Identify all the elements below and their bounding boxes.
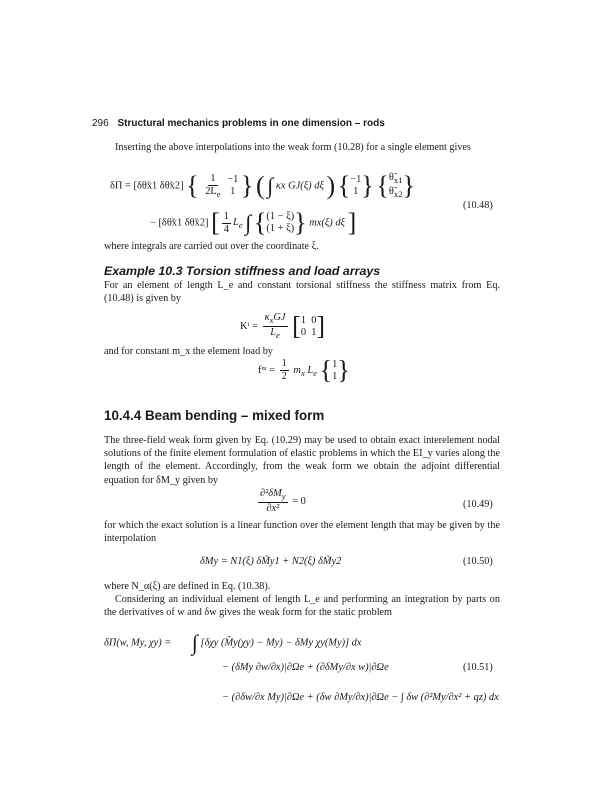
eq51-lhs: δΠ(w, My, χy) = <box>104 637 172 649</box>
equation-number-10-51: (10.51) <box>463 662 493 673</box>
equation-10-49: $\frac{\partial^2\delta M_y}{\text{∂x²}}$ = 0 <box>260 488 306 515</box>
paragraph-3: For an element of length L_e and constant torsional stiffness the stiffness matrix from Eq. (10.48) is given by <box>104 280 500 305</box>
equation-10-48-line-2: − [δθ̃x1 δθ̃x2] [ $\frac{1}{4}$ $L_e$ ∫ { (1 − ξ) (1 + ξ) } mx(ξ) dξ ] <box>150 208 357 237</box>
equation-10-48-line-1: δΠ = [δθ̃x1 δθ̃x2] { $\frac{1}{2L_e}$ −1 1 } ( ∫ κx GJ(ξ) dξ ) { −1 1 } { $\thetã_{x1}$ $\thetã_{x2}$ } <box>110 171 415 201</box>
paragraph-7: where N_α(ξ) are defined in Eq. (10.38). <box>104 581 271 592</box>
eq48-lhs: δΠ <box>110 180 123 192</box>
paragraph-6: for which the exact solution is a linear function over the element length that may be given by the interpolation <box>104 520 500 545</box>
stiffness-matrix-equation: Kᵗ = $\frac{\kappa_xGJ}{L_e}$ [ 1 0 0 1 ] <box>240 311 326 341</box>
paragraph-8: Considering an individual element of length L_e and performing an integration by parts on the derivatives of w and δw gives the weak form for the static problem <box>104 594 500 619</box>
equation-10-51-line-1: δΠ(w, My, χy) = ∫ [δχy (M̂y(χy) − My) − δMy χy(My)] dx <box>104 630 362 655</box>
equation-10-50: δMy = N1(ξ) δM̃y1 + N2(ξ) δM̃y2 <box>200 556 342 567</box>
eq51-line-1: [δχy (M̂y(χy) − My) − δMy χy(My)] dx <box>200 637 362 649</box>
paragraph-4: and for constant m_x the element load by <box>104 346 273 357</box>
eq48-load-integrand: mx(ξ) dξ <box>309 217 345 229</box>
stiffness-matrix-lhs: Kᵗ = <box>240 320 258 332</box>
paragraph-2: where integrals are carried out over the coordinate ξ. <box>104 241 319 252</box>
equation-10-51-line-2: − (δMy ∂w/∂x)|∂Ωe + (∂δMy/∂x w)|∂Ωe <box>222 662 389 673</box>
equation-number-10-49: (10.49) <box>463 499 493 510</box>
eq48-vector: [δθ̃x1 δθ̃x2] <box>133 180 184 192</box>
running-title: Structural mechanics problems in one dimension – rods <box>117 118 385 129</box>
load-vector-lhs: fᵐ = <box>258 364 275 376</box>
paragraph-1: Inserting the above interpolations into the weak form (10.28) for a single element gives <box>115 142 471 153</box>
running-header <box>92 118 385 129</box>
example-heading: Example 10.3 Torsion stiffness and load arrays <box>104 264 381 278</box>
eq48-stiffness-integrand: κx GJ(ξ) dξ <box>275 180 324 192</box>
paragraph-5: The three-field weak form given by Eq. (10.29) may be used to obtain exact interelement nodal solutions of the finite element formulation of elastic problems in which the EI_y varies along the length of the element. Accordingly, from the weak form we obtain the adjoint differential equation for δM_y given by <box>104 435 500 486</box>
equation-10-51-line-3: − (∂δw/∂x My)|∂Ωe + (δw ∂My/∂x)|∂Ωe − ∫ δw (∂²My/∂x² + qz) dx <box>222 692 499 703</box>
section-heading: 10.4.4 Beam bending – mixed form <box>104 408 325 423</box>
equation-number-10-48: (10.48) <box>463 200 493 211</box>
equation-number-10-50: (10.50) <box>463 556 493 567</box>
page-number: 296 <box>92 118 109 129</box>
eq48-line2-vector: − [δθ̃x1 δθ̃x2] <box>150 217 209 229</box>
load-vector-equation: fᵐ = $\frac{1}{2}$ $m_x$ $L_e$ { 1 1 } <box>258 355 350 385</box>
eq49-rhs: = 0 <box>292 495 306 507</box>
